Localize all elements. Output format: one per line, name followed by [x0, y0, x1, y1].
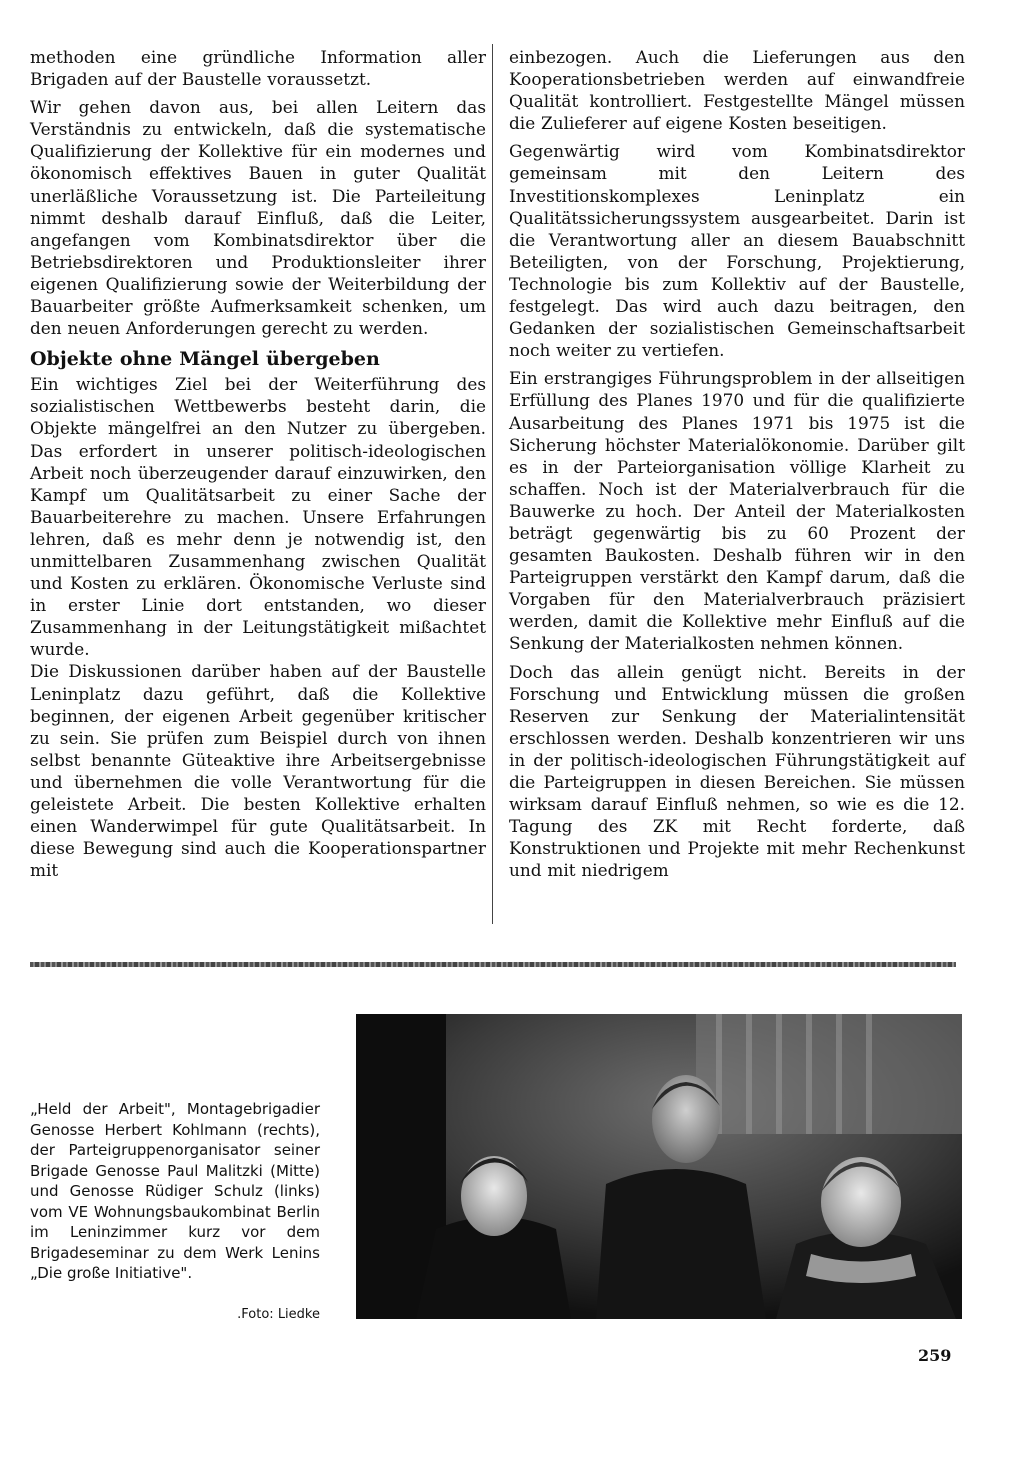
- column-divider: [492, 44, 493, 924]
- page-number: 259: [918, 1346, 952, 1365]
- paragraph: einbezogen. Auch die Lieferungen aus den Kooperationsbetrieben werden auf einwandfreie Qualität kontrolliert. Festgestellte Mängel müssen die Zulieferer auf eigene Kosten beseitigen.: [509, 47, 965, 134]
- section-heading: Objekte ohne Mängel übergeben: [30, 348, 380, 371]
- paragraph: Doch das allein genügt nicht. Bereits in der Forschung und Entwicklung müssen die großen Reserven zur Senkung der Materialintensität erschlossen werden. Deshalb konzentrieren wir uns in der politisch-ideologischen Führungstätigkeit auf die Parteigruppen in diesen Bereichen. Sie müssen wirksam darauf Einfluß nehmen, so wie es die 12. Tagung des ZK mit Recht forderte, daß Konstruktionen und Projekte mit mehr Rechenkunst und mit niedrigem: [509, 661, 965, 881]
- paragraph: Gegenwärtig wird vom Kombinatsdirektor gemeinsam mit den Leitern des Investitionskomplexes Leninplatz ein Qualitätssicherungssystem ausgearbeitet. Darin ist die Verantwortung aller an diesem Bauabschnitt Beteiligten, von der Forschung, Projektierung, Technologie bis zum Kollektiv auf der Baustelle, festgelegt. Das wird auch dazu beitragen, den Gedanken der sozialistischen Gemeinschaftsarbeit noch weiter zu vertiefen.: [509, 141, 965, 361]
- photograph: [356, 1014, 962, 1319]
- paragraph: Ein wichtiges Ziel bei der Weiterführung des sozialistischen Wettbewerbs besteht darin, die Objekte mängelfrei an den Nutzer zu übergeben. Das erfordert in unserer politisch-ideologischen Arbeit noch überzeugender darauf einzuwirken, den Kampf um Qualitätsarbeit zu einer Sache der Bauarbeiterehre zu machen. Unsere Erfahrungen lehren, daß es mehr denn je notwendig ist, den unmittelbaren Zusammenhang zwischen Qualität und Kosten zu erklären. Ökonomische Verluste sind in erster Linie dort entstanden, wo dieser Zusammenhang in der Leitungstätigkeit mißachtet wurde.: [30, 374, 486, 660]
- left-column: [30, 46, 486, 887]
- horizontal-rule: [30, 962, 956, 967]
- paragraph: Wir gehen davon aus, bei allen Leitern das Verständnis zu entwickeln, daß die systematische Qualifizierung der Kollektive für ein modernes und ökonomisch effektives Bauen in guter Qualität unerläßliche Voraussetzung ist. Die Parteileitung nimmt deshalb darauf Einfluß, daß die Leiter, angefangen vom Kombinatsdirektor über die Betriebsdirektoren und Produktionsleiter ihrer eigenen Qualifizierung sowie der Weiterbildung der Bauarbeiter größte Aufmerksamkeit schenken, um den neuen Anforderungen gerecht zu werden.: [30, 97, 486, 339]
- paragraph: Ein erstrangiges Führungsproblem in der allseitigen Erfüllung des Planes 1970 und für die qualifizierte Ausarbeitung des Planes 1971 bis 1975 ist die Sicherung höchster Materialökonomie. Darüber gilt es in der Parteiorganisation völlige Klarheit zu schaffen. Noch ist der Materialverbrauch für die Bauwerke zu hoch. Der Anteil der Materialkosten beträgt gegenwärtig bis zu 60 Prozent der gesamten Baukosten. Deshalb führen wir in den Parteigruppen verstärkt den Kampf darum, daß die Vorgaben für den Materialverbrauch präzisiert werden, damit die Kollektive mehr Einfluß auf die Senkung der Materialkosten nehmen können.: [509, 368, 965, 654]
- photo-credit: .Foto: Liedke: [237, 1307, 320, 1322]
- photo-caption: „Held der Arbeit", Montagebrigadier Genosse Herbert Kohlmann (rechts), der Parteigruppenorganisator seiner Brigade Genosse Paul Malitzki (Mitte) und Genosse Rüdiger Schulz (links) vom VE Wohnungsbaukombinat Berlin im Leninzimmer kurz vor dem Brigadeseminar zu dem Werk Lenins „Die große Initiative".: [30, 1100, 320, 1282]
- paragraph: methoden eine gründliche Information aller Brigaden auf der Baustelle voraussetzt.: [30, 47, 486, 90]
- paragraph: Die Diskussionen darüber haben auf der Baustelle Leninplatz dazu geführt, daß die Kollektive beginnen, der eigenen Arbeit gegenüber kritischer zu sein. Sie prüfen zum Beispiel durch von ihnen selbst benannte Güteaktive ihre Arbeitsergebnisse und übernehmen die volle Verantwortung für die geleistete Arbeit. Die besten Kollektive erhalten einen Wanderwimpel für gute Qualitätsarbeit. In diese Bewegung sind auch die Kooperationspartner mit: [30, 661, 486, 881]
- right-column: [509, 46, 965, 887]
- photo-illustration: [356, 1014, 962, 1319]
